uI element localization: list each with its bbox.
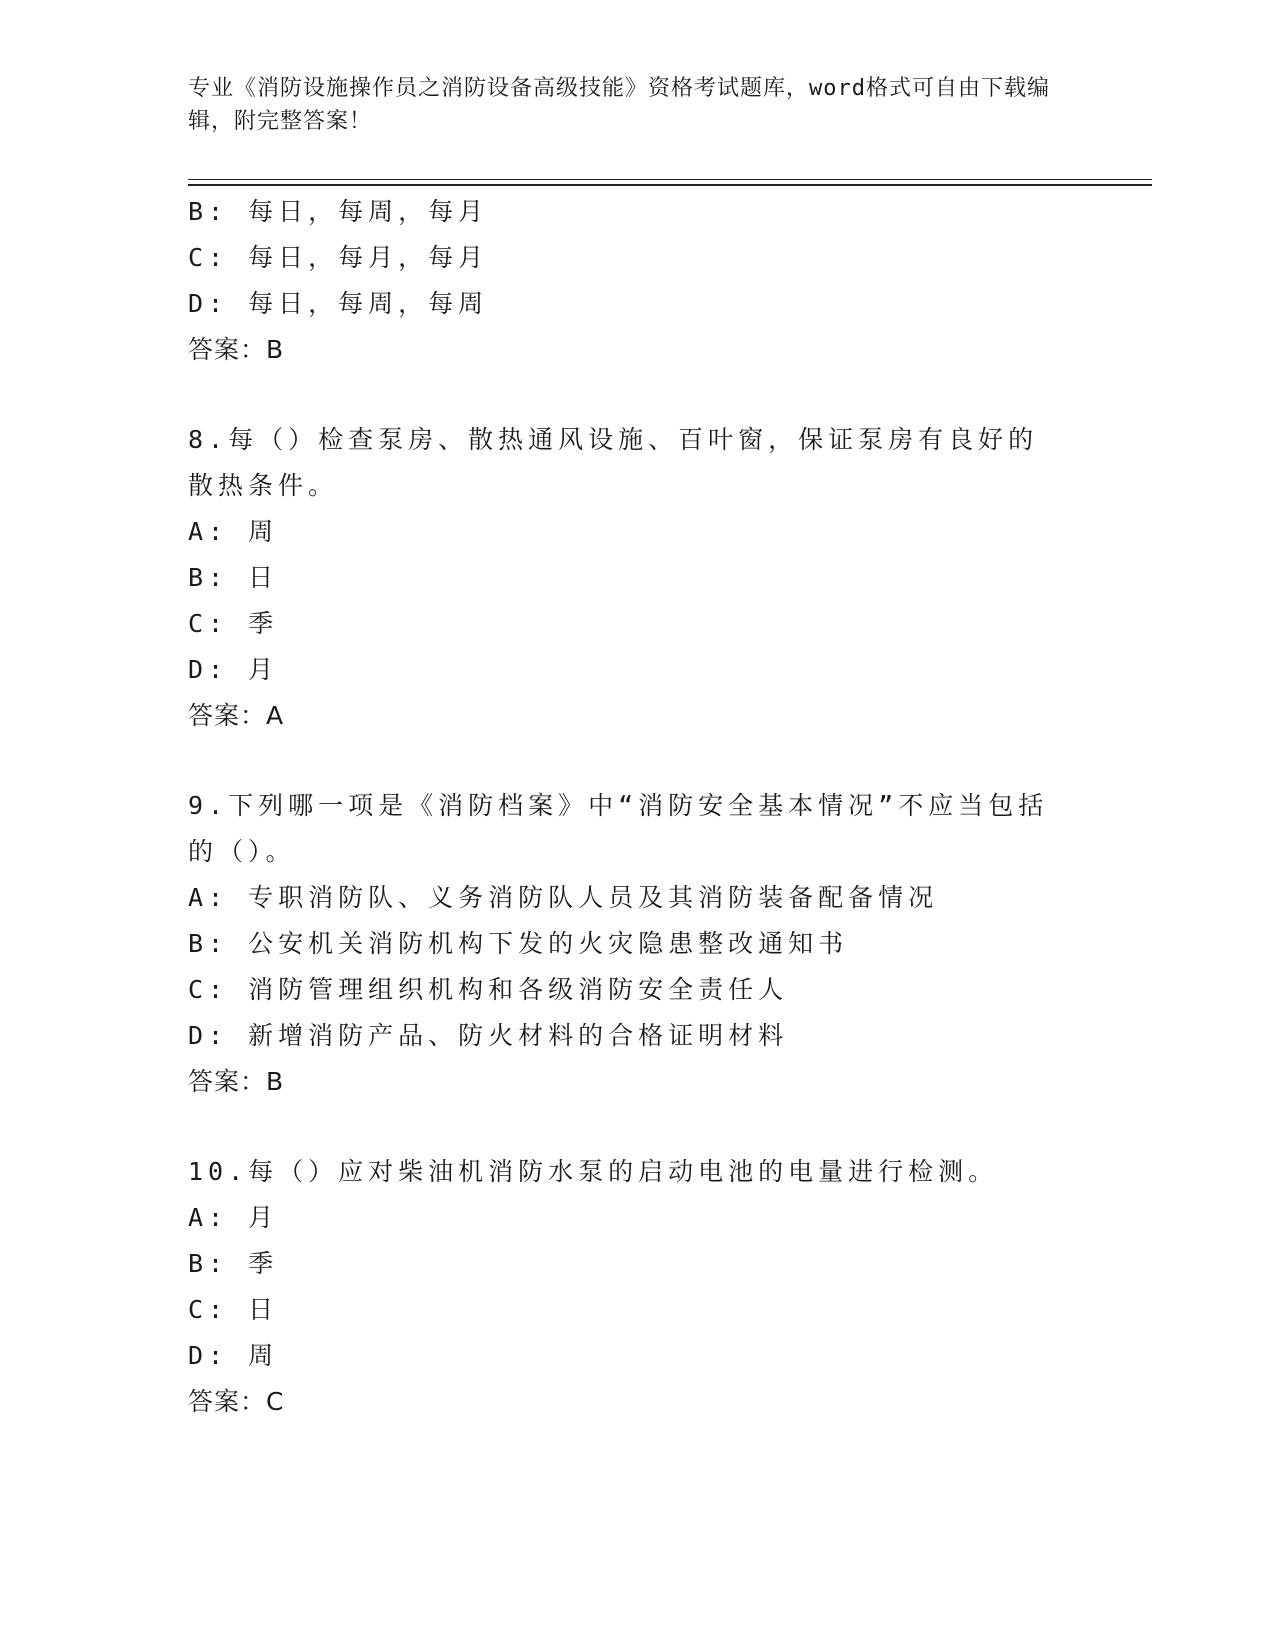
question-text: 10.每（）应对柴油机消防水泵的启动电池的电量进行检测。 [188, 1157, 999, 1186]
option: D: 新增消防产品、防火材料的合格证明材料 [188, 1021, 789, 1050]
option: B: 季 [188, 1249, 279, 1278]
answer: 答案：C [188, 1387, 285, 1416]
question-text: 9.下列哪一项是《消防档案》中“消防安全基本情况”不应当包括的（）。 [188, 791, 1049, 866]
question-text: 8.每（）检查泵房、散热通风设施、百叶窗，保证泵房有良好的散热条件。 [188, 425, 1039, 500]
header-divider-bottom [188, 184, 1152, 186]
option: C: 消防管理组织机构和各级消防安全责任人 [188, 975, 789, 1004]
document-header: 专业《消防设施操作员之消防设备高级技能》资格考试题库，word格式可自由下载编辑，附完整答案！ [188, 76, 1050, 134]
option: D: 周 [188, 1341, 279, 1370]
option: B: 日 [188, 563, 279, 592]
question-10-block [188, 1149, 1108, 1425]
option: A: 专职消防队、义务消防队人员及其消防装备配备情况 [188, 883, 939, 912]
header-divider-top [188, 179, 1152, 180]
question-9-block [188, 783, 1108, 1105]
option: C: 季 [188, 609, 279, 638]
option: D: 月 [188, 655, 279, 684]
option: A: 月 [188, 1203, 279, 1232]
answer: 答案：B [188, 1067, 285, 1096]
answer: 答案：B [188, 335, 285, 364]
option: B: 公安机关消防机构下发的火灾隐患整改通知书 [188, 929, 849, 958]
option: A: 周 [188, 517, 279, 546]
option: B: 每日，每周，每月 [188, 197, 489, 226]
question-8-block [188, 417, 1108, 739]
question-list [188, 189, 1108, 1425]
answer: 答案：A [188, 701, 285, 730]
option: D: 每日，每周，每周 [188, 289, 489, 318]
option: C: 每日，每月，每月 [188, 243, 489, 272]
prev-question-block [188, 189, 1108, 373]
option: C: 日 [188, 1295, 279, 1324]
